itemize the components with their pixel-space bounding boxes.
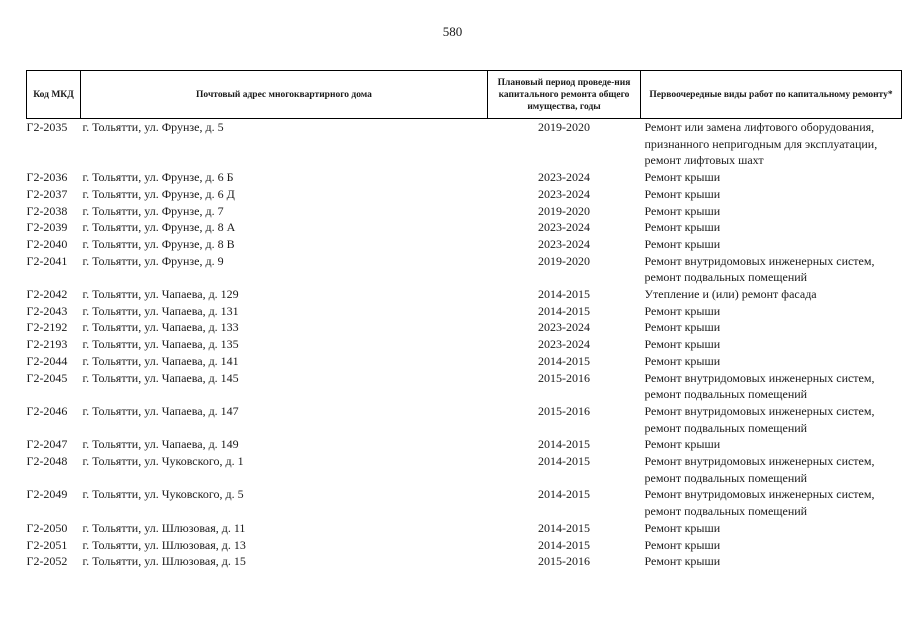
address-cell: г. Тольятти, ул. Чапаева, д. 145 bbox=[82, 370, 239, 385]
works-cell bbox=[641, 236, 902, 253]
works-cell bbox=[641, 253, 902, 286]
works-line: ремонт подвальных помещений bbox=[644, 470, 808, 485]
works-cell bbox=[641, 203, 902, 220]
works-cell bbox=[641, 186, 902, 203]
header-row bbox=[27, 71, 902, 119]
works-line: Ремонт внутридомовых инженерных систем, bbox=[644, 403, 875, 418]
table-row bbox=[27, 537, 902, 554]
address-cell: г. Тольятти, ул. Чапаева, д. 149 bbox=[82, 437, 239, 452]
address-cell: г. Тольятти, ул. Чуковского, д. 1 bbox=[82, 454, 244, 469]
mkd-code-cell: Г2-2043 bbox=[26, 303, 68, 318]
works-cell bbox=[641, 169, 902, 186]
works-line: Ремонт крыши bbox=[644, 337, 721, 352]
table-row bbox=[27, 286, 902, 303]
table-row bbox=[27, 520, 902, 537]
table-body bbox=[27, 119, 902, 570]
page-number: 580 bbox=[442, 24, 463, 39]
mkd-code-cell: Г2-2045 bbox=[26, 370, 68, 385]
works-line: Ремонт или замена лифтового оборудования, bbox=[644, 120, 875, 134]
header-address: Почтовый адрес многоквартирного дома bbox=[81, 71, 488, 119]
mkd-code-cell: Г2-2046 bbox=[26, 403, 68, 418]
period-cell: 2015-2016 bbox=[538, 554, 590, 569]
address-cell: г. Тольятти, ул. Шлюзовая, д. 11 bbox=[82, 520, 246, 535]
mkd-code-cell: Г2-2193 bbox=[26, 337, 68, 352]
table-row bbox=[27, 219, 902, 236]
mkd-code-cell: Г2-2042 bbox=[26, 287, 68, 302]
period-cell: 2014-2015 bbox=[538, 303, 590, 318]
period-cell: 2023-2024 bbox=[538, 220, 590, 235]
period-cell: 2014-2015 bbox=[538, 520, 590, 535]
works-line: ремонт лифтовых шахт bbox=[644, 153, 764, 168]
mkd-code-cell: Г2-2038 bbox=[26, 203, 68, 218]
address-cell: г. Тольятти, ул. Фрунзе, д. 8 А bbox=[82, 220, 236, 235]
works-line: Ремонт внутридомовых инженерных систем, bbox=[644, 454, 875, 469]
period-cell: 2019-2020 bbox=[538, 120, 590, 134]
period-cell: 2015-2016 bbox=[538, 370, 590, 385]
table-row bbox=[27, 370, 902, 403]
works-line: Ремонт внутридомовых инженерных систем, bbox=[644, 253, 875, 268]
works-line: ремонт подвальных помещений bbox=[644, 504, 808, 519]
table-row bbox=[27, 236, 902, 253]
table-row bbox=[27, 336, 902, 353]
address-cell: г. Тольятти, ул. Чапаева, д. 129 bbox=[82, 287, 239, 302]
works-line: Ремонт крыши bbox=[644, 554, 721, 569]
table-row bbox=[27, 436, 902, 453]
works-cell bbox=[641, 453, 902, 486]
address-cell: г. Тольятти, ул. Фрунзе, д. 5 bbox=[82, 120, 224, 134]
works-line: Ремонт крыши bbox=[644, 437, 721, 452]
period-cell: 2023-2024 bbox=[538, 337, 590, 352]
table-row bbox=[27, 119, 902, 170]
table-row bbox=[27, 253, 902, 286]
period-cell: 2023-2024 bbox=[538, 236, 590, 251]
works-cell bbox=[641, 119, 902, 170]
mkd-code-cell: Г2-2041 bbox=[26, 253, 68, 268]
header-works: Первоочередные виды работ по капитальному ремонту* bbox=[641, 71, 902, 119]
works-line: Ремонт внутридомовых инженерных систем, bbox=[644, 370, 875, 385]
mkd-code-cell: Г2-2044 bbox=[26, 353, 68, 368]
works-cell bbox=[641, 303, 902, 320]
mkd-code-cell: Г2-2037 bbox=[26, 186, 68, 201]
address-cell: г. Тольятти, ул. Чапаева, д. 131 bbox=[82, 303, 239, 318]
works-cell bbox=[641, 486, 902, 519]
works-line: Ремонт крыши bbox=[644, 353, 721, 368]
works-cell bbox=[641, 370, 902, 403]
period-cell: 2014-2015 bbox=[538, 353, 590, 368]
works-cell bbox=[641, 553, 902, 570]
header-period: Плановый период проведе-ния капитального ремонта общего имущества, годы bbox=[488, 71, 641, 119]
works-cell bbox=[641, 319, 902, 336]
address-cell: г. Тольятти, ул. Фрунзе, д. 7 bbox=[82, 203, 224, 218]
works-cell bbox=[641, 436, 902, 453]
table-row bbox=[27, 353, 902, 370]
address-cell: г. Тольятти, ул. Чапаева, д. 135 bbox=[82, 337, 239, 352]
works-line: ремонт подвальных помещений bbox=[644, 270, 808, 285]
works-cell bbox=[641, 403, 902, 436]
repair-table-container bbox=[26, 70, 901, 570]
period-cell: 2019-2020 bbox=[538, 203, 590, 218]
table-row bbox=[27, 486, 902, 519]
mkd-code-cell: Г2-2052 bbox=[26, 554, 68, 569]
address-cell: г. Тольятти, ул. Чапаева, д. 147 bbox=[82, 403, 239, 418]
header-code: Код МКД bbox=[27, 71, 81, 119]
works-line: Ремонт крыши bbox=[644, 186, 721, 201]
works-line: Утепление и (или) ремонт фасада bbox=[644, 287, 817, 302]
mkd-code-cell: Г2-2039 bbox=[26, 220, 68, 235]
table-header bbox=[27, 71, 902, 119]
address-cell: г. Тольятти, ул. Шлюзовая, д. 13 bbox=[82, 537, 246, 552]
works-line: Ремонт крыши bbox=[644, 170, 721, 185]
table-row bbox=[27, 186, 902, 203]
address-cell: г. Тольятти, ул. Фрунзе, д. 8 В bbox=[82, 236, 235, 251]
works-line: Ремонт крыши bbox=[644, 320, 721, 335]
mkd-code-cell: Г2-2036 bbox=[26, 170, 68, 185]
address-cell: г. Тольятти, ул. Фрунзе, д. 9 bbox=[82, 253, 224, 268]
works-cell bbox=[641, 537, 902, 554]
table-row bbox=[27, 303, 902, 320]
address-cell: г. Тольятти, ул. Шлюзовая, д. 15 bbox=[82, 554, 246, 569]
period-cell: 2023-2024 bbox=[538, 170, 590, 185]
period-cell: 2014-2015 bbox=[538, 287, 590, 302]
mkd-code-cell: Г2-2050 bbox=[26, 520, 68, 535]
works-cell bbox=[641, 286, 902, 303]
works-line: ремонт подвальных помещений bbox=[644, 420, 808, 435]
mkd-code-cell: Г2-2051 bbox=[26, 537, 68, 552]
works-line: Ремонт крыши bbox=[644, 220, 721, 235]
address-cell: г. Тольятти, ул. Чапаева, д. 141 bbox=[82, 353, 239, 368]
mkd-code-cell: Г2-2192 bbox=[26, 320, 68, 335]
table-row bbox=[27, 403, 902, 436]
table-row bbox=[27, 319, 902, 336]
period-cell: 2023-2024 bbox=[538, 320, 590, 335]
works-line: Ремонт внутридомовых инженерных систем, bbox=[644, 487, 875, 502]
works-line: Ремонт крыши bbox=[644, 520, 721, 535]
works-cell bbox=[641, 219, 902, 236]
works-line: Ремонт крыши bbox=[644, 203, 721, 218]
period-cell: 2023-2024 bbox=[538, 186, 590, 201]
table-row bbox=[27, 169, 902, 186]
address-cell: г. Тольятти, ул. Фрунзе, д. 6 Д bbox=[82, 186, 235, 201]
mkd-code-cell: Г2-2047 bbox=[26, 437, 68, 452]
works-cell bbox=[641, 336, 902, 353]
works-cell bbox=[641, 353, 902, 370]
works-line: Ремонт крыши bbox=[644, 537, 721, 552]
works-line: Ремонт крыши bbox=[644, 236, 721, 251]
works-line: признанного непригодным для эксплуатации, bbox=[644, 136, 878, 151]
period-cell: 2014-2015 bbox=[538, 437, 590, 452]
works-cell bbox=[641, 520, 902, 537]
repair-table bbox=[26, 70, 902, 570]
address-cell: г. Тольятти, ул. Чапаева, д. 133 bbox=[82, 320, 239, 335]
table-row bbox=[27, 553, 902, 570]
period-cell: 2014-2015 bbox=[538, 537, 590, 552]
period-cell: 2014-2015 bbox=[538, 487, 590, 502]
mkd-code-cell: Г2-2035 bbox=[26, 120, 68, 134]
mkd-code-cell: Г2-2049 bbox=[26, 487, 68, 502]
address-cell: г. Тольятти, ул. Чуковского, д. 5 bbox=[82, 487, 244, 502]
address-cell: г. Тольятти, ул. Фрунзе, д. 6 Б bbox=[82, 170, 234, 185]
mkd-code-cell: Г2-2048 bbox=[26, 454, 68, 469]
table-row bbox=[27, 203, 902, 220]
period-cell: 2015-2016 bbox=[538, 403, 590, 418]
works-line: ремонт подвальных помещений bbox=[644, 387, 808, 402]
period-cell: 2014-2015 bbox=[538, 454, 590, 469]
table-row bbox=[27, 453, 902, 486]
works-line: Ремонт крыши bbox=[644, 303, 721, 318]
period-cell: 2019-2020 bbox=[538, 253, 590, 268]
mkd-code-cell: Г2-2040 bbox=[26, 236, 68, 251]
